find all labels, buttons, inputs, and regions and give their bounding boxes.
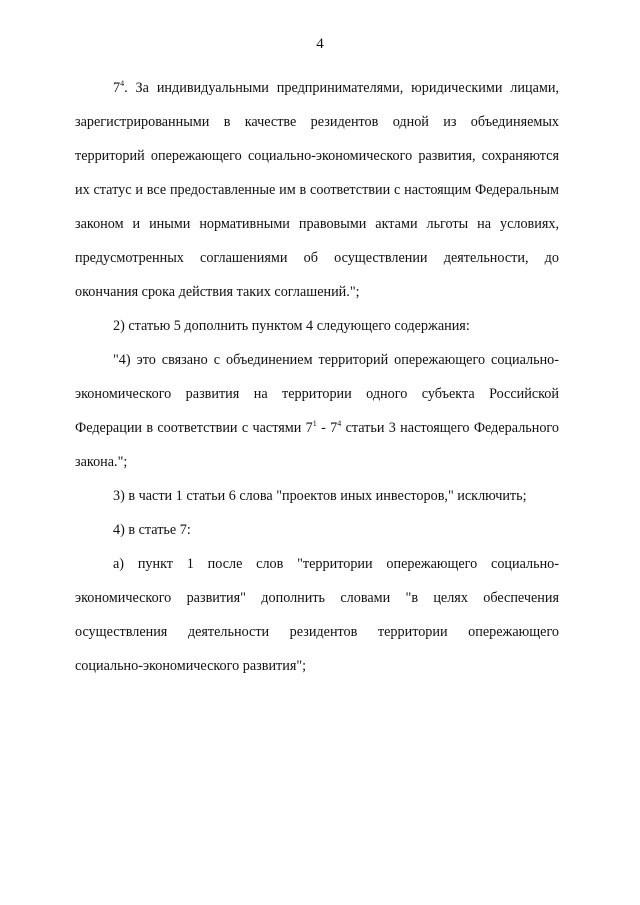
paragraph-number-superscript: 4 xyxy=(120,79,125,88)
paragraph-item-2 xyxy=(75,309,559,343)
paragraph-7-4 xyxy=(75,71,559,309)
paragraph-subitem-a xyxy=(75,547,559,683)
document-body xyxy=(75,71,559,683)
paragraph-text: 4) в статье 7: xyxy=(113,522,191,538)
paragraph-text: 2) статью 5 дополнить пунктом 4 следующего содержания: xyxy=(113,318,470,334)
paragraph-text: а) пункт 1 после слов "территории опережающего социально-экономического развития" дополнить словами "в целях обеспечения осуществления деятельности резидентов территории опережающего социально-экономического развития"; xyxy=(75,556,559,674)
paragraph-item-4 xyxy=(75,513,559,547)
page-number: 4 xyxy=(316,36,324,52)
paragraph-text: 3) в части 1 статьи 6 слова "проектов иных инвесторов," исключить; xyxy=(113,488,527,504)
paragraph-quoted-item-4 xyxy=(75,343,559,479)
paragraph-text-part-c: статьи 3 настоящего Федерального закона."; xyxy=(75,420,559,470)
paragraph-text: . За индивидуальными предпринимателями, юридическими лицами, зарегистрированными в качестве резидентов одной из объединяемых территорий опережающего социально-экономического развития, сохраняются их статус и все предоставленные им в соответствии с настоящим Федеральным законом и иными нормативными правовыми актами льготы на условиях, предусмотренных соглашениями об осуществлении деятельности, до окончания срока действия таких соглашений."; xyxy=(75,80,559,300)
paragraph-text-part-b: - 7 xyxy=(316,420,338,436)
superscript-a: 1 xyxy=(312,419,317,428)
paragraph-text-part-a: "4) это связано с объединением территорий опережающего социально-экономического развития на территории одного субъекта Российской Федерации в соответствии с частями 7 xyxy=(75,352,559,436)
superscript-b: 4 xyxy=(337,419,342,428)
paragraph-item-3 xyxy=(75,479,559,513)
paragraph-number: 7 xyxy=(113,80,121,96)
